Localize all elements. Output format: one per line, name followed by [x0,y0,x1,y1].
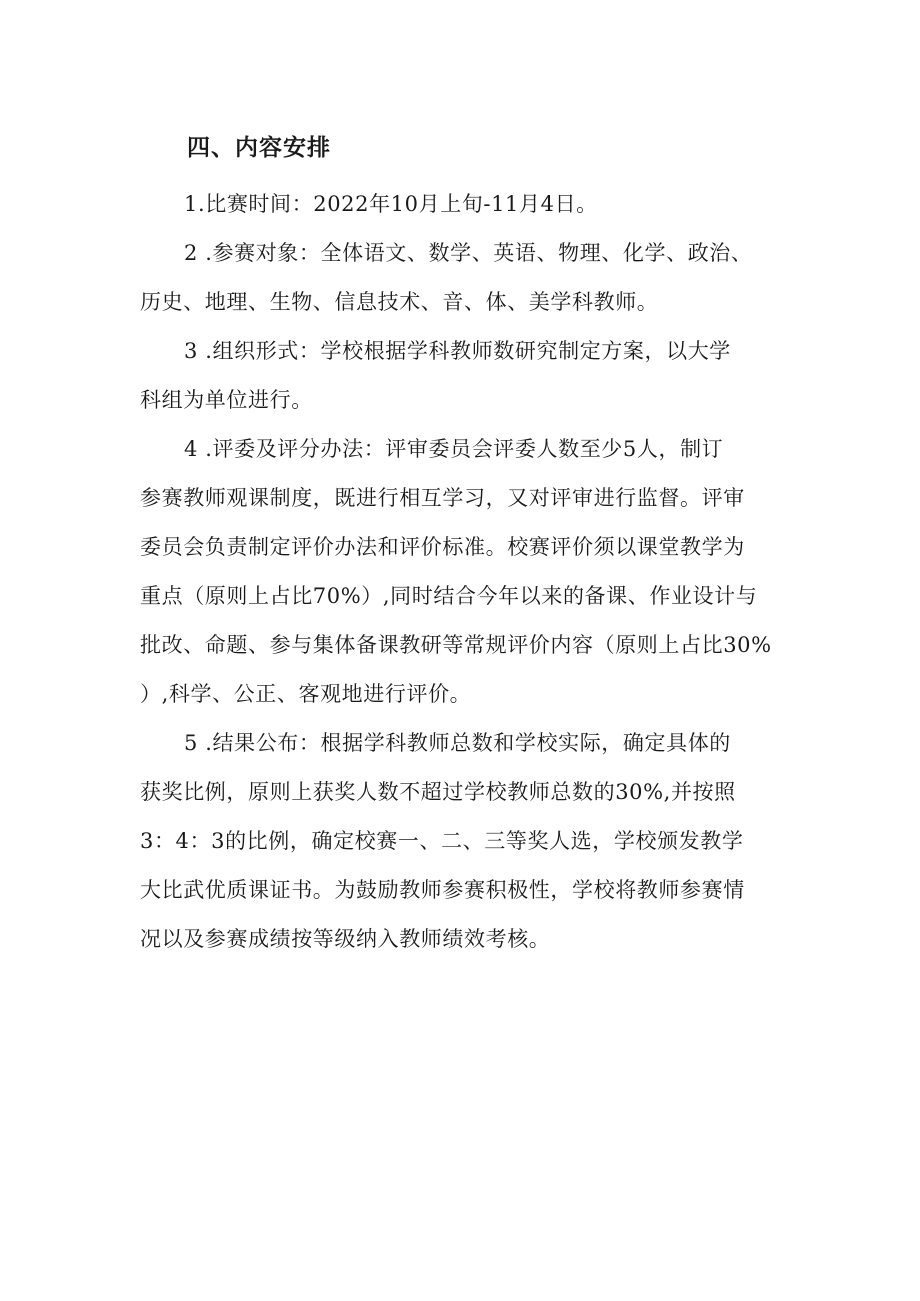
item-participants [140,229,800,327]
item-4-line-2: 参赛教师观课制度，既进行相互学习，又对评审进行监督。评审 [140,486,745,510]
item-4-line-5: 批改、命题、参与集体备课教研等常规评价内容（原则上占比30% [140,633,772,657]
item-competition-time [140,180,800,229]
item-5-line-4: 大比武优质课证书。为鼓励教师参赛积极性，学校将教师参赛情 [140,878,745,902]
item-results-announcement [140,719,800,964]
item-organization-form [140,327,800,425]
item-2-line-2: 历史、地理、生物、信息技术、音、体、美学科教师。 [140,290,659,314]
item-5-line-3: 3：4：3的比例，确定校赛一、二、三等奖人选，学校颁发教学 [140,829,744,853]
document-page [140,126,800,964]
item-3-line-1: 3 .组织形式：学校根据学科教师数研究制定方案，以大学 [184,339,731,363]
item-4-line-4: 重点（原则上占比70%）,同时结合今年以来的备课、作业设计与 [140,584,758,608]
section-title: 四、内容安排 [187,135,331,161]
item-judges-and-scoring [140,425,800,719]
item-2-line-1: 2 .参赛对象：全体语文、数学、英语、物理、化学、政治、 [184,241,753,265]
item-5-line-1: 5 .结果公布：根据学科教师总数和学校实际，确定具体的 [184,731,731,755]
item-4-line-1: 4 .评委及评分办法：评审委员会评委人数至少5人，制订 [184,437,724,461]
item-5-line-2: 获奖比例，原则上获奖人数不超过学校教师总数的30%,并按照 [140,780,736,804]
item-4-line-6: ）,科学、公正、客观地进行评价。 [140,682,472,706]
item-1-line-1: 1.比赛时间：2022年10月上旬-11月4日。 [184,192,598,216]
item-4-line-3: 委员会负责制定评价办法和评价标准。校赛评价须以课堂教学为 [140,535,745,559]
item-3-line-2: 科组为单位进行。 [140,388,313,412]
item-5-line-5: 况以及参赛成绩按等级纳入教师绩效考核。 [140,927,551,951]
